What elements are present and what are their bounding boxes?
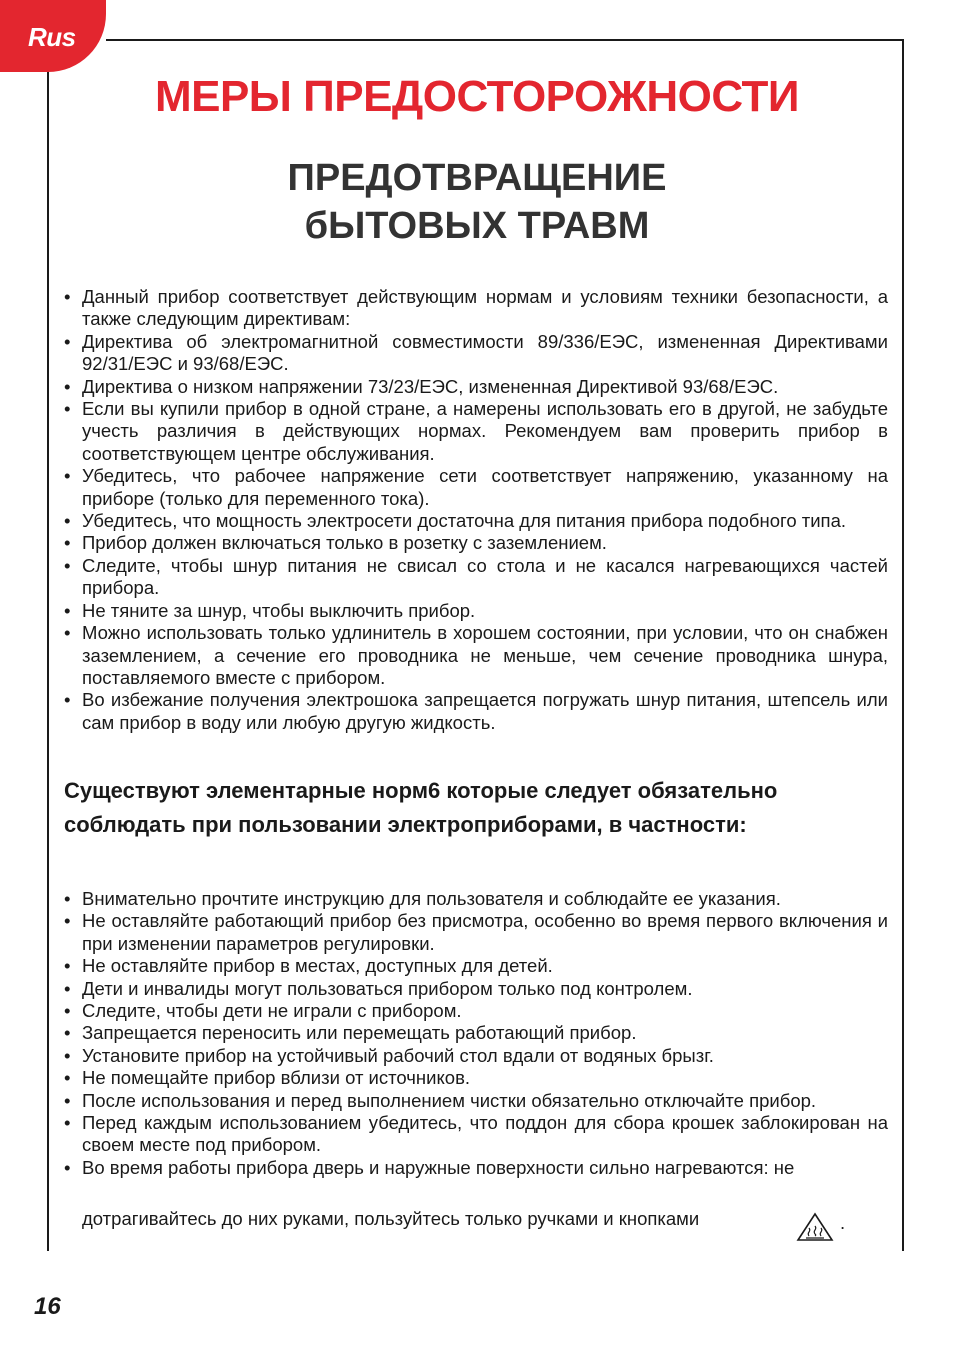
list-item: • Прибор должен включаться только в розетку с заземлением. xyxy=(64,532,888,554)
list-item: • Следите, чтобы шнур питания не свисал со стола и не касался нагревающихся частей прибора. xyxy=(64,555,888,600)
rules-list xyxy=(64,888,888,1179)
list-item: • Запрещается переносить или перемещать работающий прибор. xyxy=(64,1022,888,1044)
list-item: • Можно использовать только удлинитель в хорошем состоянии, при условии, что он снабжен заземлением, а сечение его проводника не меньше, чем сечение проводника шнура, поставляемого вместе с прибором. xyxy=(64,622,888,689)
page-title: МЕРЫ ПРЕДОСТОРОЖНОСТИ xyxy=(154,72,800,121)
list-item: • Во избежание получения электрошока запрещается погружать шнур питания, штепсель или сам прибор в воду или любую другую жидкость. xyxy=(64,689,888,734)
language-label: Rus xyxy=(28,22,76,52)
section-title-line-1: ПРЕДОТВРАЩЕНИЕ xyxy=(287,157,667,199)
page-number: 16 xyxy=(34,1293,61,1320)
list-item: • Перед каждым использованием убедитесь, что поддон для сбора крошек заблокирован на своем месте под прибором. xyxy=(64,1112,888,1157)
list-item: • Внимательно прочтите инструкцию для пользователя и соблюдайте ее указания. xyxy=(64,888,888,910)
list-item: • Если вы купили прибор в одной стране, а намерены использовать его в другой, не забудьте учесть различия в действующих нормах. Рекомендуем вам проверить прибор в соответствующем центре обслуживания. xyxy=(64,398,888,465)
list-item: • Убедитесь, что мощность электросети достаточна для питания прибора подобного типа. xyxy=(64,510,888,532)
list-item: • Убедитесь, что рабочее напряжение сети соответствует напряжению, указанному на приборе (только для переменного тока). xyxy=(64,465,888,510)
list-item: • Следите, чтобы дети не играли с прибором. xyxy=(64,1000,888,1022)
list-item: • Не оставляйте работающий прибор без присмотра, особенно во время первого включения и при изменении параметров регулировки. xyxy=(64,910,888,955)
frame-border-top xyxy=(106,39,904,41)
list-item: • Во время работы прибора дверь и наружные поверхности сильно нагреваются: не xyxy=(64,1157,888,1179)
rules-heading: Существуют элементарные норм6 которые следует обязательно соблюдать при пользовании электроприборами, в частности: xyxy=(64,778,778,837)
language-tab xyxy=(0,0,106,72)
list-item-continuation: дотрагивайтесь до них руками, пользуйтесь только ручками и кнопками xyxy=(82,1208,700,1229)
list-item: • Директива о низком напряжении 73/23/ЕЭС, измененная Директивой 93/68/ЕЭС. xyxy=(64,376,888,398)
list-item: • После использования и перед выполнением чистки обязательно отключайте прибор. xyxy=(64,1090,888,1112)
list-item: • Директива об электромагнитной совместимости 89/336/ЕЭС, измененная Директивами 92/31/ЕЭС и 93/68/ЕЭС. xyxy=(64,331,888,376)
list-item: • Не оставляйте прибор в местах, доступных для детей. xyxy=(64,955,888,977)
section-title xyxy=(0,154,954,250)
safety-list xyxy=(64,286,888,734)
sentence-period: . xyxy=(840,1212,846,1233)
list-item: • Не тяните за шнур, чтобы выключить прибор. xyxy=(64,600,888,622)
list-item: • Не помещайте прибор вблизи от источников. xyxy=(64,1067,888,1089)
section-title-line-2: бЫТОВЫХ ТРАВМ xyxy=(304,205,650,247)
hot-surface-warning-icon xyxy=(796,1212,834,1242)
list-item: • Данный прибор соответствует действующим нормам и условиям техники безопасности, а также следующим директивам: xyxy=(64,286,888,331)
list-item: • Установите прибор на устойчивый рабочий стол вдали от водяных брызг. xyxy=(64,1045,888,1067)
list-item: • Дети и инвалиды могут пользоваться прибором только под контролем. xyxy=(64,978,888,1000)
